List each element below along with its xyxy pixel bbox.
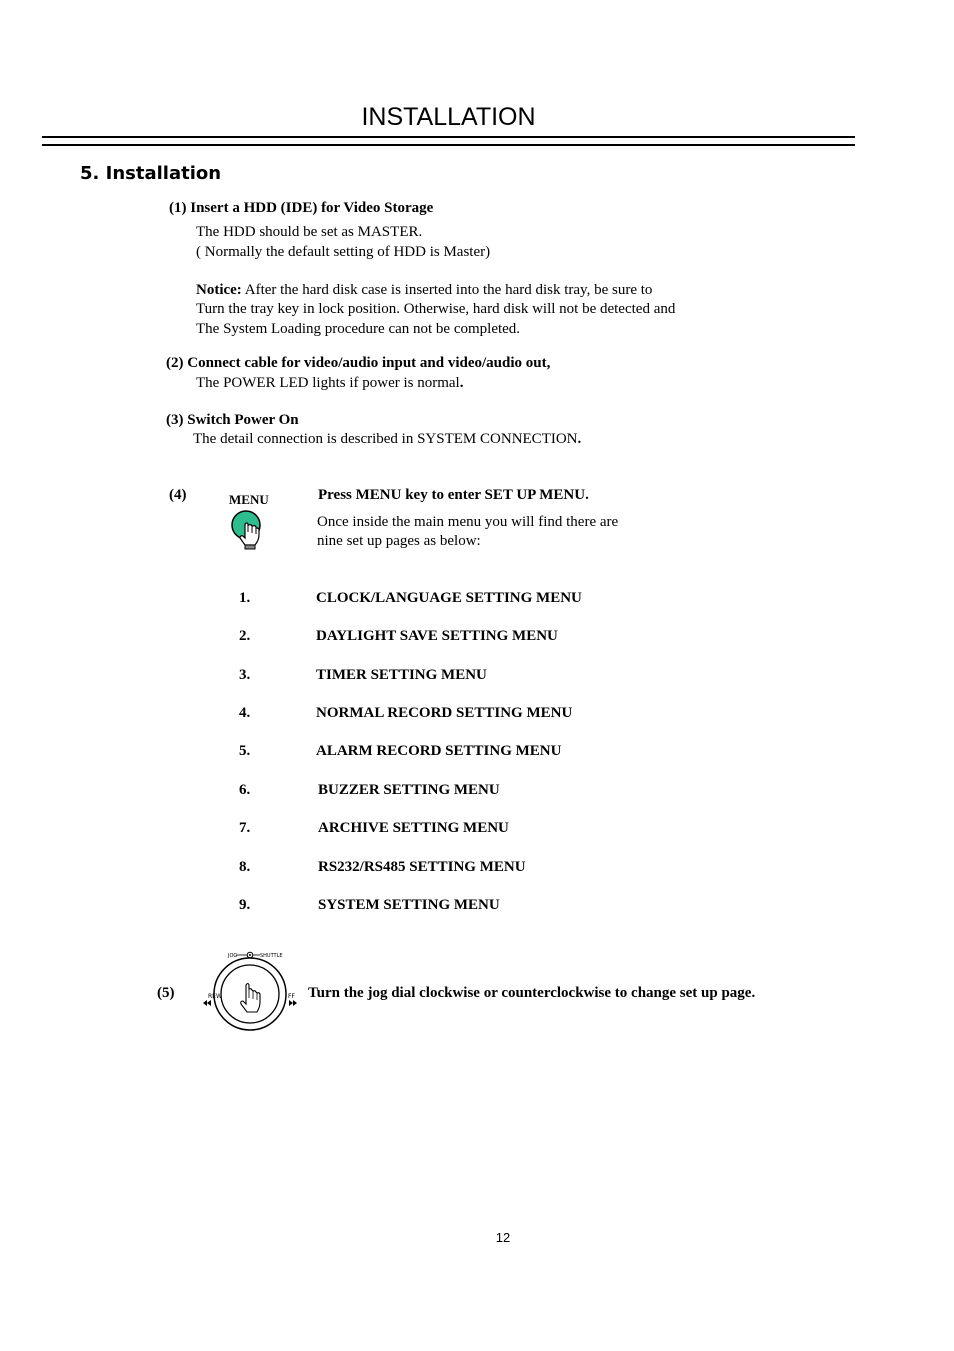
shuttle-label: SHUTTLE (260, 953, 283, 959)
step3-line1-text: The detail connection is described in SYSTEM CONNECTION (193, 431, 578, 447)
menu-item-number: 7. (239, 820, 251, 836)
step4-line2: nine set up pages as below: (317, 533, 481, 549)
step3-title: (3) Switch Power On (166, 412, 299, 428)
step3-line1 (193, 431, 581, 448)
step2-line1-text: The POWER LED lights if power is normal (196, 375, 460, 391)
menu-item-label: ARCHIVE SETTING MENU (318, 820, 509, 836)
step1-line2: ( Normally the default setting of HDD is Master) (196, 244, 491, 260)
menu-item-label: DAYLIGHT SAVE SETTING MENU (316, 628, 558, 644)
ff-label: FF (288, 993, 295, 1000)
header-rule-thick (42, 136, 855, 138)
step5-number: (5) (157, 985, 175, 1001)
menu-key-label: MENU (229, 492, 269, 507)
step1-notice-line2: Turn the tray key in lock position. Otherwise, hard disk will not be detected and (196, 301, 676, 317)
step4-line1: Once inside the main menu you will find there are (317, 514, 619, 530)
menu-item-number: 6. (239, 782, 251, 798)
step1-notice-line1 (196, 282, 652, 299)
step2-line1 (196, 375, 463, 392)
step1-line1: The HDD should be set as MASTER. (196, 224, 423, 240)
menu-item-label: ALARM RECORD SETTING MENU (316, 743, 562, 759)
page-number: 12 (495, 1230, 511, 1245)
menu-item-label: RS232/RS485 SETTING MENU (318, 859, 526, 875)
page-header-title: INSTALLATION (361, 103, 536, 131)
step1-title: (1) Insert a HDD (IDE) for Video Storage (169, 200, 434, 216)
step2-line1-period: . (459, 375, 464, 391)
section-heading: 5. Installation (80, 163, 222, 184)
jog-dial-icon (196, 946, 304, 1034)
menu-item-number: 2. (239, 628, 251, 644)
menu-item-number: 9. (239, 897, 251, 913)
menu-button-press-icon (228, 508, 268, 552)
step4-title: Press MENU key to enter SET UP MENU. (318, 487, 589, 503)
menu-item-number: 5. (239, 743, 251, 759)
menu-item-label: NORMAL RECORD SETTING MENU (316, 705, 573, 721)
step3-line1-period: . (577, 431, 582, 447)
menu-item-label: TIMER SETTING MENU (316, 667, 487, 683)
menu-item-number: 4. (239, 705, 251, 721)
step2-title: (2) Connect cable for video/audio input and video/audio out, (166, 355, 551, 371)
jog-label: JOG (228, 953, 238, 959)
menu-item-number: 8. (239, 859, 251, 875)
menu-item-label: BUZZER SETTING MENU (318, 782, 500, 798)
menu-item-label: SYSTEM SETTING MENU (318, 897, 500, 913)
menu-item-label: CLOCK/LANGUAGE SETTING MENU (316, 590, 582, 606)
step1-notice-line3: The System Loading procedure can not be completed. (196, 321, 521, 337)
notice-text: After the hard disk case is inserted into the hard disk tray, be sure to (241, 282, 653, 298)
header-rule-thin (42, 144, 855, 146)
step5-text: Turn the jog dial clockwise or counterclockwise to change set up page. (308, 985, 756, 1001)
menu-item-number: 3. (239, 667, 251, 683)
menu-item-number: 1. (239, 590, 251, 606)
notice-label: Notice: (196, 282, 242, 298)
rew-label: REW (208, 993, 222, 1000)
step4-number: (4) (169, 487, 187, 503)
